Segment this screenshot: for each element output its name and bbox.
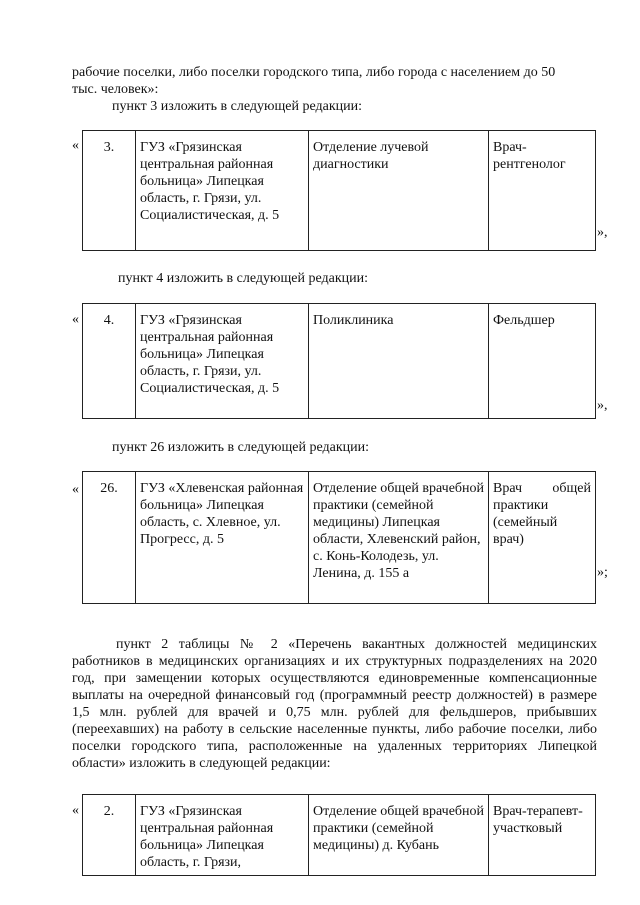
table2-instruction-paragraph: пункт 2 таблицы № 2 «Перечень вакантных должностей медицинских работников в медицинских организациях и их структурных подразделениях на 2020 год, при замещении которых осуществляются единовременные компенсационные выплаты на очередной финансовый год (программный реестр должностей) в размере 1,5 млн. рублей для врачей и 0,75 млн. рублей для фельдшеров, прибывших (переехавших) на работу в сельские населенные пункты, либо рабочие поселки, либо поселки городского типа, расположенные на удаленных территориях Липецкой области» изложить в следующей редакции:	[72, 637, 597, 771]
position-cell: Врач-терапевт-участковый	[489, 795, 596, 876]
organization-cell: ГУЗ «Грязинская центральная районная больница» Липецкая область, г. Грязи, ул. Социалистическая, д. 5	[136, 131, 309, 251]
position-cell	[489, 472, 596, 604]
position-line-rest: практики (семейный врач)	[493, 498, 558, 547]
organization-cell: ГУЗ «Грязинская центральная районная больница» Липецкая область, г. Грязи, ул. Социалистическая, д. 5	[136, 304, 309, 419]
department-cell: Отделение общей врачебной практики (семейной медицины) Липецкая области, Хлевенский район, с. Конь-Колодезь, ул. Ленина, д. 155 а	[309, 472, 489, 604]
instruction-point-3: пункт 3 изложить в следующей редакции:	[112, 99, 362, 114]
position-cell: Врач-рентгенолог	[489, 131, 596, 251]
quote-close: »;	[597, 565, 608, 580]
continuation-line-1: рабочие поселки, либо поселки городского типа, либо города с населением до 50	[72, 65, 556, 80]
position-line-1: Врач общей	[493, 481, 591, 496]
table-row-point-2	[82, 794, 596, 876]
table-row-point-26	[82, 471, 596, 604]
row-number: 26.	[83, 472, 136, 604]
organization-cell: ГУЗ «Грязинская центральная районная больница» Липецкая область, г. Грязи,	[136, 795, 309, 876]
department-cell: Отделение лучевой диагностики	[309, 131, 489, 251]
instruction-point-26: пункт 26 изложить в следующей редакции:	[112, 440, 369, 455]
quote-open: «	[72, 138, 79, 153]
quote-open: «	[72, 312, 79, 327]
position-cell: Фельдшер	[489, 304, 596, 419]
department-cell: Отделение общей врачебной практики (семейной медицины) д. Кубань	[309, 795, 489, 876]
row-number: 4.	[83, 304, 136, 419]
quote-close: »,	[597, 225, 608, 240]
continuation-line-2: тыс. человек»:	[72, 82, 159, 97]
instruction-point-4: пункт 4 изложить в следующей редакции:	[118, 271, 368, 286]
quote-open: «	[72, 803, 79, 818]
row-number: 3.	[83, 131, 136, 251]
table-row-point-4	[82, 303, 596, 419]
continuation-text	[72, 64, 597, 98]
organization-cell: ГУЗ «Хлевенская районная больница» Липецкая область, с. Хлевное, ул. Прогресс, д. 5	[136, 472, 309, 604]
row-number: 2.	[83, 795, 136, 876]
quote-close: »,	[597, 398, 608, 413]
quote-open: «	[72, 482, 79, 497]
table-row-point-3	[82, 130, 596, 251]
department-cell: Поликлиника	[309, 304, 489, 419]
